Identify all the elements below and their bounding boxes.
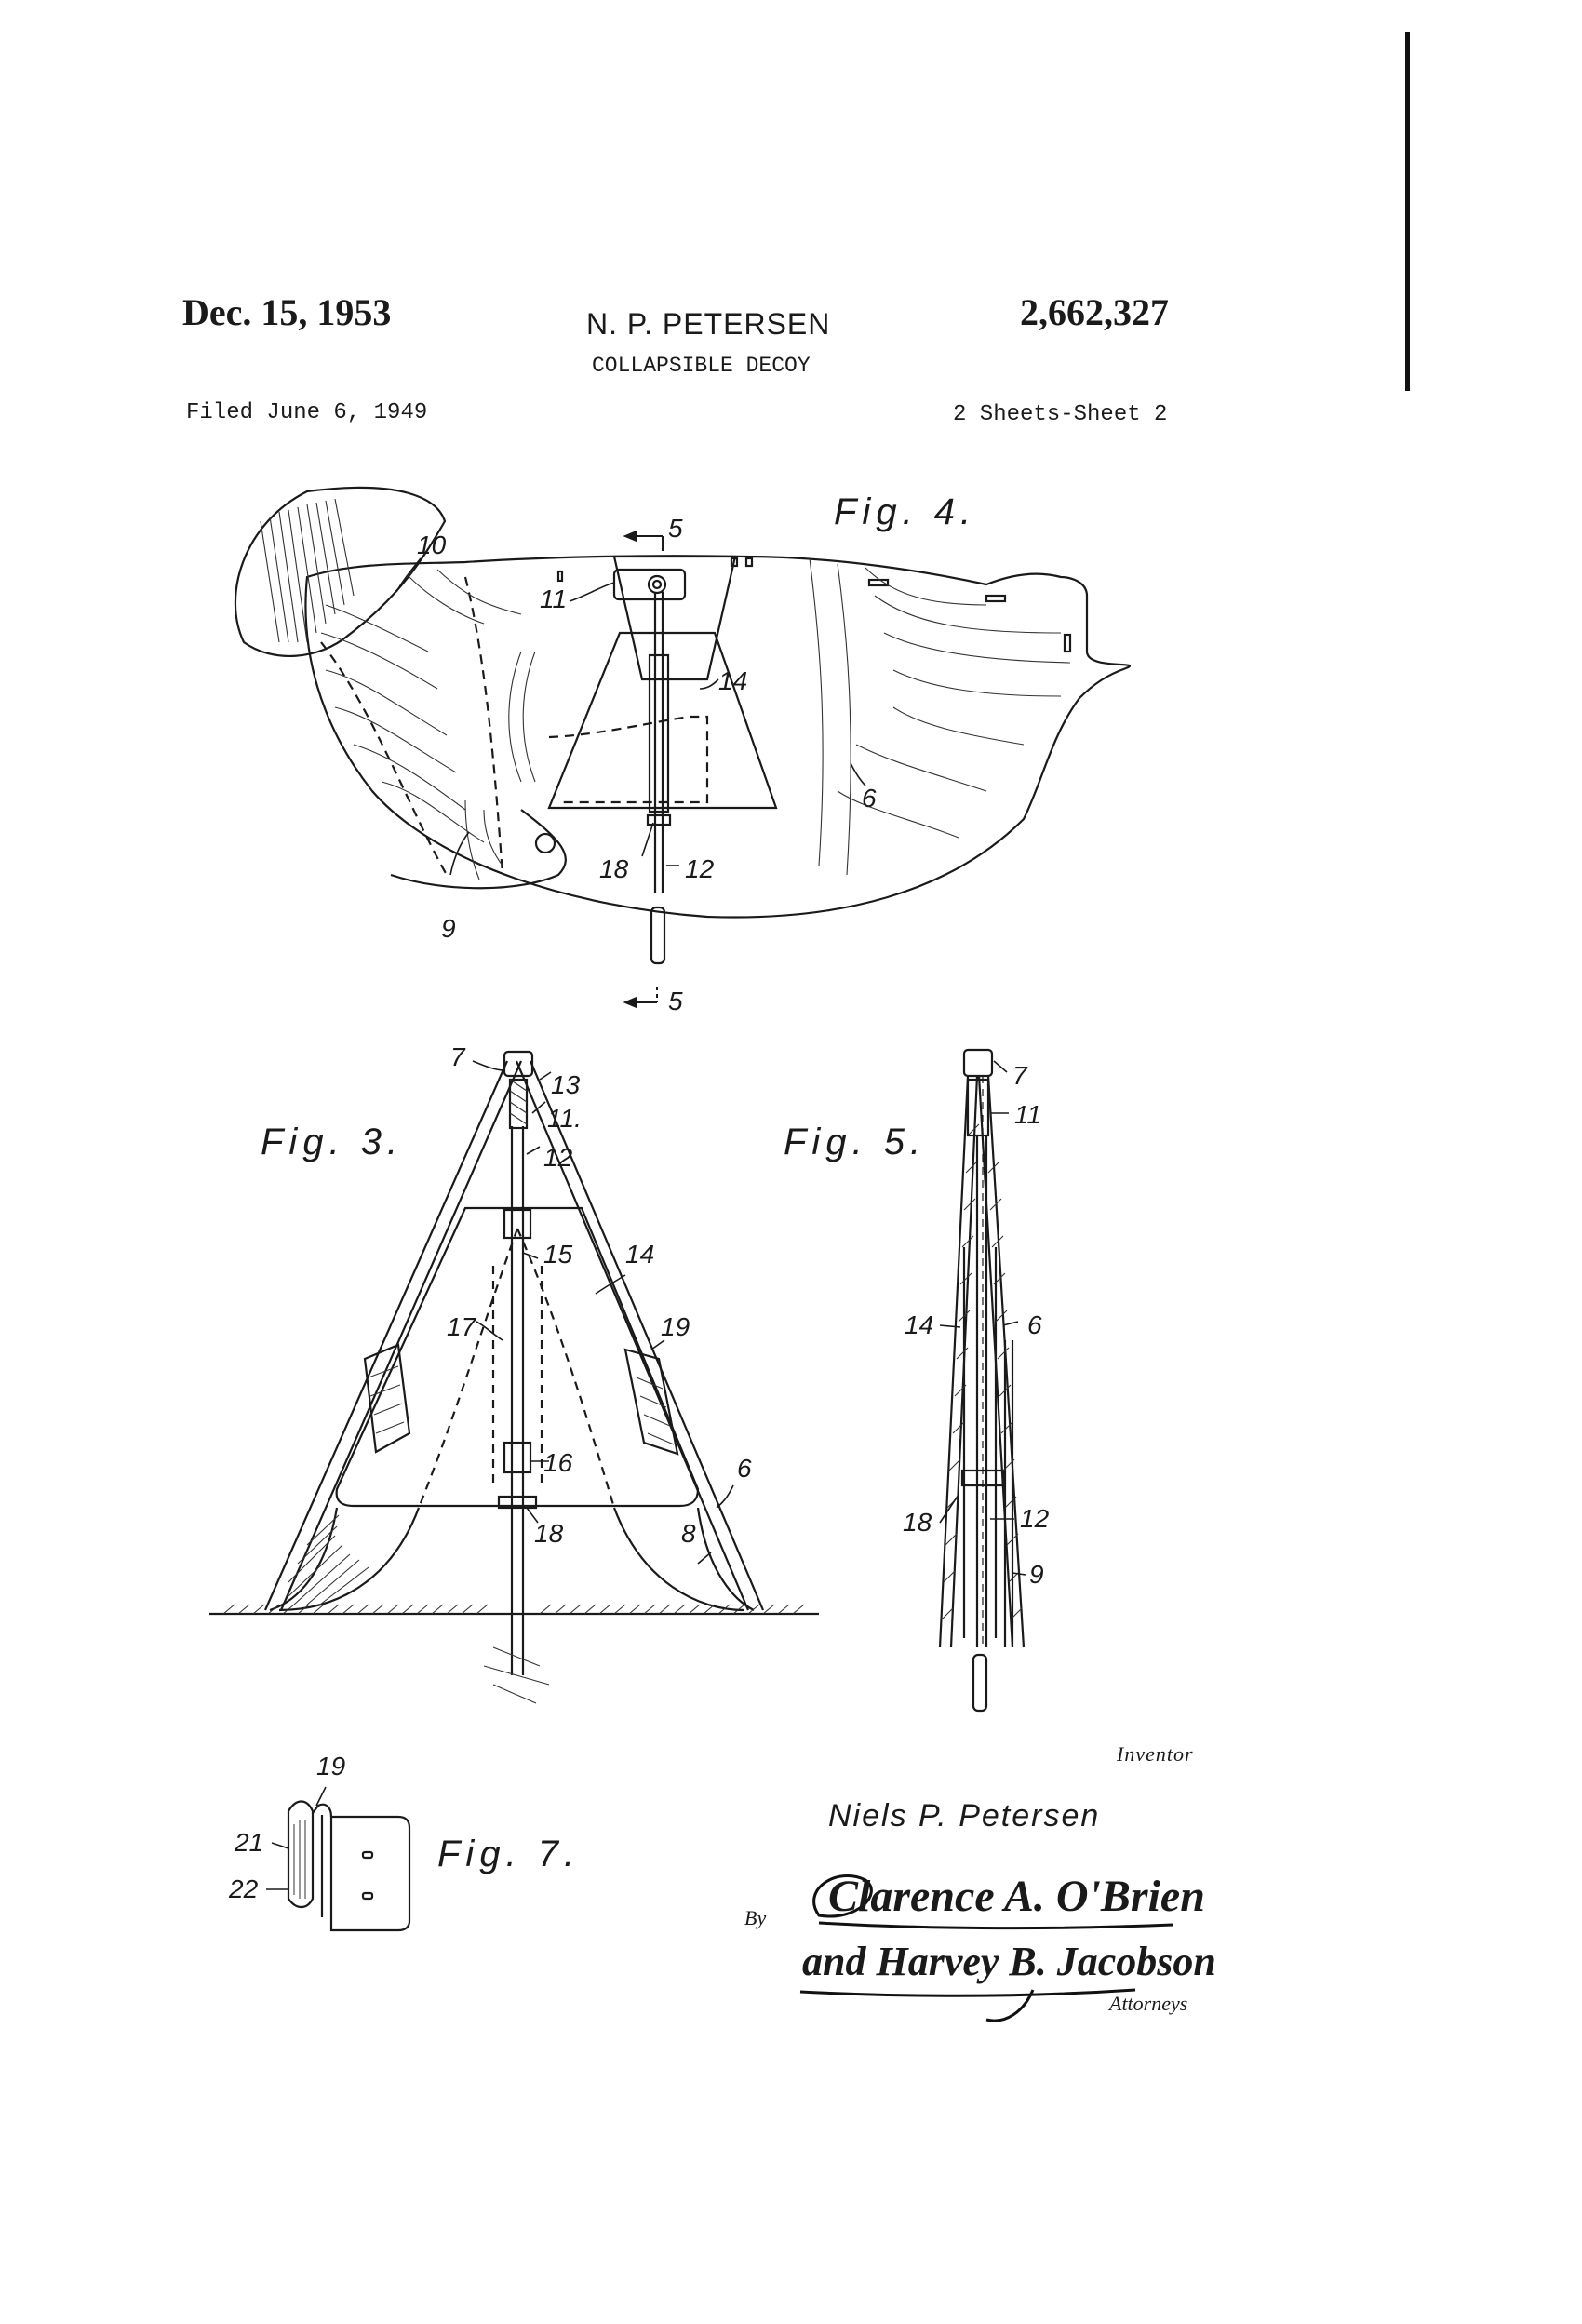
by-label: By [744,1906,767,1929]
fig5-drawing [940,1050,1024,1711]
fig4-ref-14: 14 [718,666,748,695]
fig3-ref-16: 16 [543,1448,573,1477]
fig7-ref-19: 19 [316,1752,346,1780]
fig4-pivot [649,576,665,593]
fig7-plate [331,1817,409,1930]
leader-lines [266,558,1026,1889]
fig5-stake-tip [973,1655,986,1711]
fig5-bracket-11 [968,1080,988,1135]
fig5-outer-left [940,1076,977,1647]
inventor-header: N. P. PETERSEN [586,307,831,341]
fig3-ref-15: 15 [543,1240,573,1269]
fig5-ref-18: 18 [903,1508,932,1537]
fig3-ref-7: 7 [450,1042,465,1071]
fig3-ref-8: 8 [681,1519,696,1548]
fig4-ref-10: 10 [417,531,447,559]
inventor-caption: Inventor [1117,1742,1194,1766]
fig3-ref-13: 13 [551,1070,581,1099]
fig4-label: Fig. 4. [834,491,977,532]
inventor-name: Niels P. Petersen [828,1798,1101,1834]
fig4-section-arrows [625,531,663,1007]
fig3-clip-right [625,1350,677,1454]
margin-bar [1405,32,1410,391]
fig3-ref-14: 14 [625,1240,655,1269]
fig4-head-flap [235,488,445,656]
fig3-ref-11: 11. [547,1104,582,1133]
fig5-label: Fig. 5. [784,1122,927,1162]
fig3-ref-6: 6 [737,1454,752,1483]
signature-line-1: Clarence A. O'Brien [828,1872,1205,1921]
fig3-hatching [223,1080,804,1703]
signature-line-2: and Harvey B. Jacobson [802,1939,1216,1984]
fig7-label: Fig. 7. [437,1834,581,1874]
fig3-clip-left [365,1345,409,1452]
fig4-section-5-bottom: 5 [668,987,683,1015]
fig4-body-outline [305,556,1130,917]
sheet-count: 2 Sheets-Sheet 2 [953,402,1168,427]
fig4-drawing [235,488,1130,963]
patent-title: COLLAPSIBLE DECOY [592,354,811,378]
fig5-ref-9: 9 [1029,1560,1044,1589]
fig7-drawing [288,1802,409,1931]
fig3-ref-19: 19 [661,1312,690,1341]
fig7-hatching [294,1820,305,1899]
fig5-ref-11: 11 [1014,1100,1042,1129]
fig7-ref-22: 22 [229,1874,259,1903]
fig4-section-5-top: 5 [668,514,683,543]
fig4-ref-11: 11 [540,584,568,613]
patent-date: Dec. 15, 1953 [182,291,392,333]
filed-date: Filed June 6, 1949 [186,400,428,425]
fig5-ref-12: 12 [1020,1504,1050,1533]
fig4-ref-18: 18 [599,854,629,883]
fig5-ref-14: 14 [905,1310,934,1339]
fig4-stake-tip [651,907,664,963]
attorneys-caption: Attorneys [1109,1992,1188,2015]
fig3-ref-18: 18 [534,1519,564,1548]
patent-number: 2,662,327 [1020,291,1169,333]
fig3-label: Fig. 3. [261,1122,404,1162]
fig5-apex-7 [964,1050,992,1076]
fig3-ref-17: 17 [447,1312,476,1341]
fig7-ref-21: 21 [235,1828,264,1857]
fig4-ref-9: 9 [441,914,456,943]
fig5-ref-7: 7 [1012,1061,1027,1090]
fig4-frame-panel [614,557,735,679]
fig3-ref-12: 12 [543,1143,573,1172]
fig7-clip-19 [288,1802,313,1908]
fig4-ref-6: 6 [862,784,877,813]
fig5-ref-6: 6 [1027,1310,1042,1339]
fig4-ref-12: 12 [685,854,715,883]
